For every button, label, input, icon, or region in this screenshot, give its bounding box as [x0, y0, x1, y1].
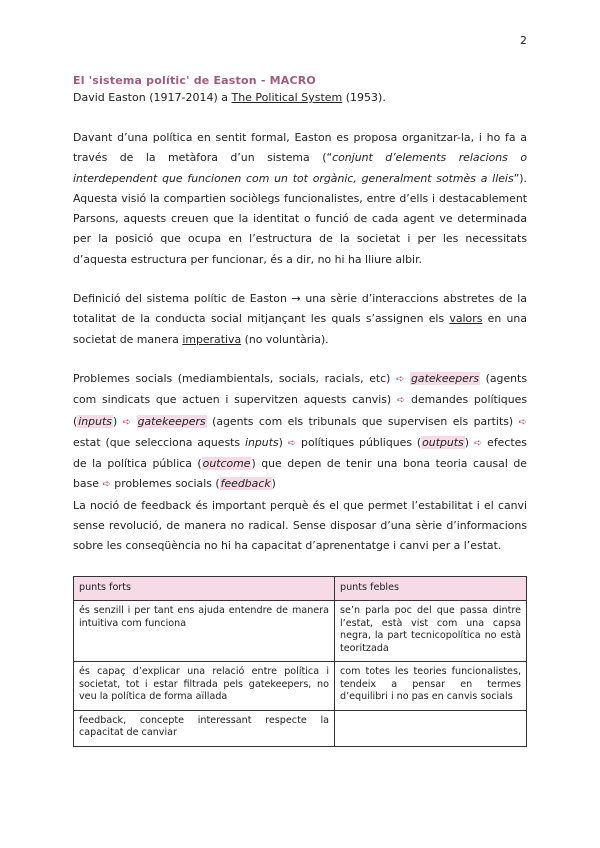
text-run: ): [278, 435, 288, 449]
text-run: Definició del sistema polític de Easton → una sèrie d’interaccions abstretes de la totalitat de la conducta social mitjançant les quals s’assignen els: [73, 292, 527, 326]
system-definition-quote: conjunt d’elements relacions o interdependent que funcionen com un tot orgànic, generalment sotmès a lleis: [73, 151, 527, 185]
table-cell: [335, 710, 527, 746]
arrow-icon: ➪: [396, 373, 405, 385]
author-line: [73, 89, 527, 106]
section-title: El 'sistema polític' de Easton - MACRO: [73, 74, 316, 87]
document-body: [73, 72, 527, 747]
table-cell: és capaç d’explicar una relació entre política i societat, tot i estar filtrada pels gatekeepers, no veu la política de forma aïllada: [74, 662, 335, 711]
text-run: ): [112, 414, 123, 428]
table-cell: com totes les teories funcionalistes, tendeix a pensar en termes d’equilibri i no pas en canvis socials: [335, 662, 527, 711]
header-weaknesses: punts febles: [335, 576, 527, 601]
table-row: [74, 601, 527, 662]
table-row: [74, 710, 527, 746]
text-run: polítiques públiques (: [296, 435, 422, 449]
term-inputs: inputs: [244, 435, 279, 449]
author-text: David Easton (1917-2014) a: [73, 91, 232, 104]
text-run: ”). Aquesta visió la compartien sociòlegs funcionalistes, entre d’ells i destacablement Parsons, aquests creuen que la identitat o funció de cada agent ve determinada per la posició que ocupa en l’estructura de la societat i per les necessitats d’aquesta estructura per funcionar, és a dir, no hi ha lliure albir.: [73, 171, 527, 266]
paragraph-process-chain: [73, 369, 527, 496]
text-run: ): [464, 435, 474, 449]
highlight-outcome: outcome: [202, 457, 251, 471]
text-run: Problemes socials (mediambientals, socials, racials, etc): [73, 371, 396, 385]
arrow-icon: ➪: [102, 479, 111, 491]
text-run: ): [271, 477, 276, 491]
author-year: (1953).: [342, 91, 386, 104]
arrow-icon: ➪: [473, 437, 483, 449]
text-run: (agents com els tribunals que supervisen els partits): [206, 414, 519, 428]
highlight-feedback: feedback: [220, 477, 271, 491]
paragraph-system-metaphor: [73, 128, 527, 270]
table-header-row: [74, 576, 527, 601]
highlight-outputs: outputs: [422, 435, 464, 449]
table-cell: feedback, concepte interessant respecte la capacitat de canviar: [74, 710, 335, 746]
highlight-gatekeepers: gatekeepers: [410, 371, 480, 385]
arrow-icon: ➪: [122, 416, 132, 428]
page-number: 2: [520, 34, 527, 47]
term-imperativa: imperativa: [182, 332, 242, 346]
text-run: ) que depen de tenir una bona teoria causal de base: [73, 457, 528, 491]
text-run: demandes polítiques (: [73, 393, 528, 428]
text-run: (no voluntària).: [241, 332, 329, 346]
text-run: (agents com sindicats que actuen i supervitzen aquests canvis): [73, 371, 527, 407]
table-row: [74, 662, 527, 711]
table-cell: se’n parla poc del que passa dintre l’estat, està vist com una capsa negra, la part tecnicopolítica no està teoritzada: [335, 601, 527, 662]
arrow-icon: ➪: [518, 416, 528, 428]
highlight-gatekeepers: gatekeepers: [137, 414, 206, 428]
arrow-icon: ➪: [396, 395, 406, 407]
text-run: estat (que selecciona aquests: [73, 435, 245, 449]
text-run: problemes socials (: [110, 477, 220, 491]
book-title: The Political System: [231, 91, 343, 104]
header-strengths: punts forts: [74, 576, 335, 601]
paragraph-definition: [73, 289, 527, 350]
text-run: efectes de la política pública (: [73, 435, 527, 471]
text-run: Davant d’una política en sentit formal, Easton es proposa organitzar-la, i ho fa a través de la metàfora d’un sistema (“: [73, 131, 527, 165]
pros-cons-table: [73, 576, 527, 747]
highlight-inputs: inputs: [78, 414, 112, 428]
term-valors: valors: [449, 312, 483, 326]
arrow-icon: ➪: [287, 437, 297, 449]
paragraph-feedback: La noció de feedback és important perquè és el que permet l’estabilitat i el canvi sense revolució, de manera no radical. Sense disposar d’una sèrie d’informacions sobre les conseqüència no hi ha capacitat d’aprenentatge i canvi per a l’estat.: [73, 498, 527, 553]
table-cell: és senzill i per tant ens ajuda entendre de manera intuitiva com funciona: [74, 601, 335, 662]
text-run: en una societat de manera: [73, 312, 527, 346]
